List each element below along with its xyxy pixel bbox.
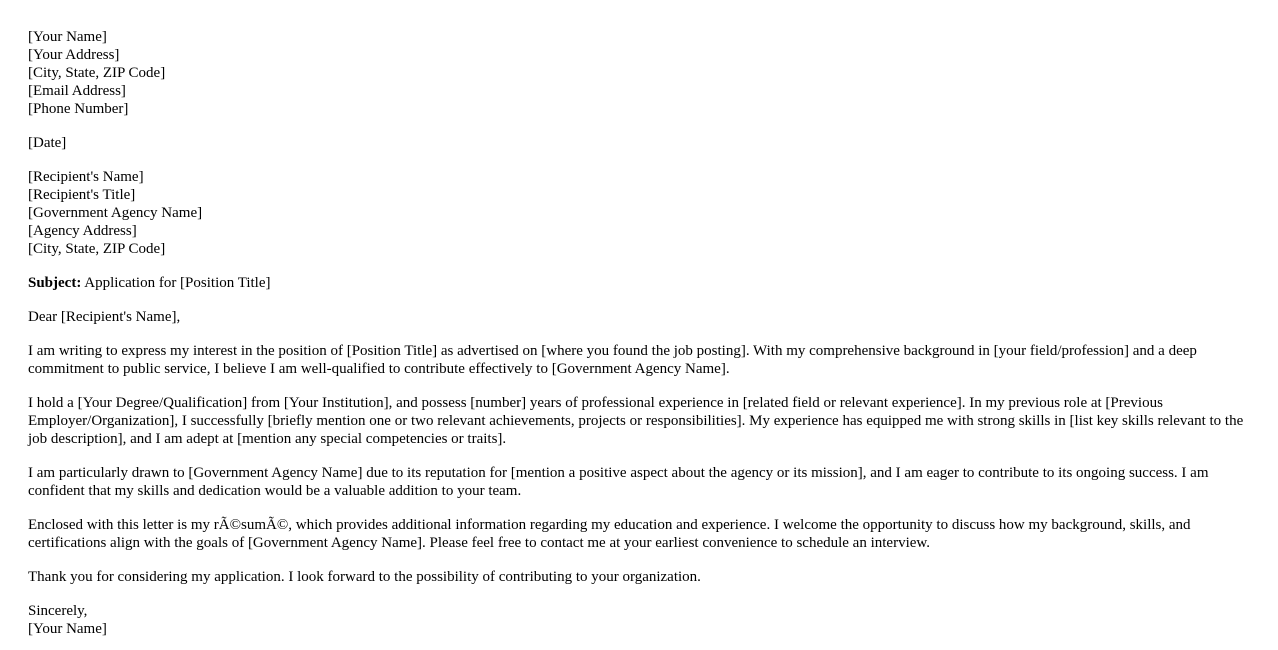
body-paragraph-thanks: Thank you for considering my application. I look forward to the possibility of contributing to your organization. bbox=[28, 569, 701, 585]
salutation: Dear [Recipient's Name], bbox=[28, 309, 181, 325]
recipient-city-state-zip: [City, State, ZIP Code] bbox=[28, 241, 166, 257]
valediction: Sincerely, bbox=[28, 603, 88, 619]
sender-phone: [Phone Number] bbox=[28, 101, 129, 117]
subject-text: Application for [Position Title] bbox=[81, 275, 271, 291]
subject-line bbox=[28, 274, 1250, 292]
sender-city-state-zip: [City, State, ZIP Code] bbox=[28, 65, 166, 81]
recipient-name: [Recipient's Name] bbox=[28, 169, 144, 185]
sender-name: [Your Name] bbox=[28, 29, 107, 45]
closing-block bbox=[28, 602, 1250, 638]
recipient-agency: [Government Agency Name] bbox=[28, 205, 203, 221]
body-paragraph-qualifications: I hold a [Your Degree/Qualification] from [Your Institution], and possess [number] years of professional experience in [related field or relevant experience]. In my previous role at [Previous Employer/Organization], I successfully [briefly mention one or two relevant achievements, projects or responsibilities]. My experience has equipped me with strong skills in [list key skills relevant to the job description], and I am adept at [mention any special competencies or traits]. bbox=[28, 395, 1244, 447]
recipient-address: [Agency Address] bbox=[28, 223, 137, 239]
signature-name: [Your Name] bbox=[28, 621, 107, 637]
body-paragraph-intro: I am writing to express my interest in the position of [Position Title] as advertised on [where you found the job posting]. With my comprehensive background in [your field/profession] and a deep commitment to public service, I believe I am well-qualified to contribute effectively to [Government Agency Name]. bbox=[28, 343, 1197, 377]
body-paragraph-motivation: I am particularly drawn to [Government Agency Name] due to its reputation for [mention a positive aspect about the agency or its mission], and I am eager to contribute to its ongoing success. I am confident that my skills and dedication would be a valuable addition to your team. bbox=[28, 465, 1209, 499]
letter-date: [Date] bbox=[28, 135, 67, 151]
recipient-title: [Recipient's Title] bbox=[28, 187, 136, 203]
date-block bbox=[28, 134, 1250, 152]
body-paragraph-enclosure: Enclosed with this letter is my rÃ©sumÃ©, which provides additional information regarding my education and experience. I welcome the opportunity to discuss how my background, skills, and certifications align with the goals of [Government Agency Name]. Please feel free to contact me at your earliest convenience to schedule an interview. bbox=[28, 517, 1191, 551]
sender-block bbox=[28, 28, 1250, 118]
sender-email: [Email Address] bbox=[28, 83, 126, 99]
subject-label: Subject: bbox=[28, 275, 82, 291]
recipient-block bbox=[28, 168, 1250, 258]
sender-address: [Your Address] bbox=[28, 47, 120, 63]
